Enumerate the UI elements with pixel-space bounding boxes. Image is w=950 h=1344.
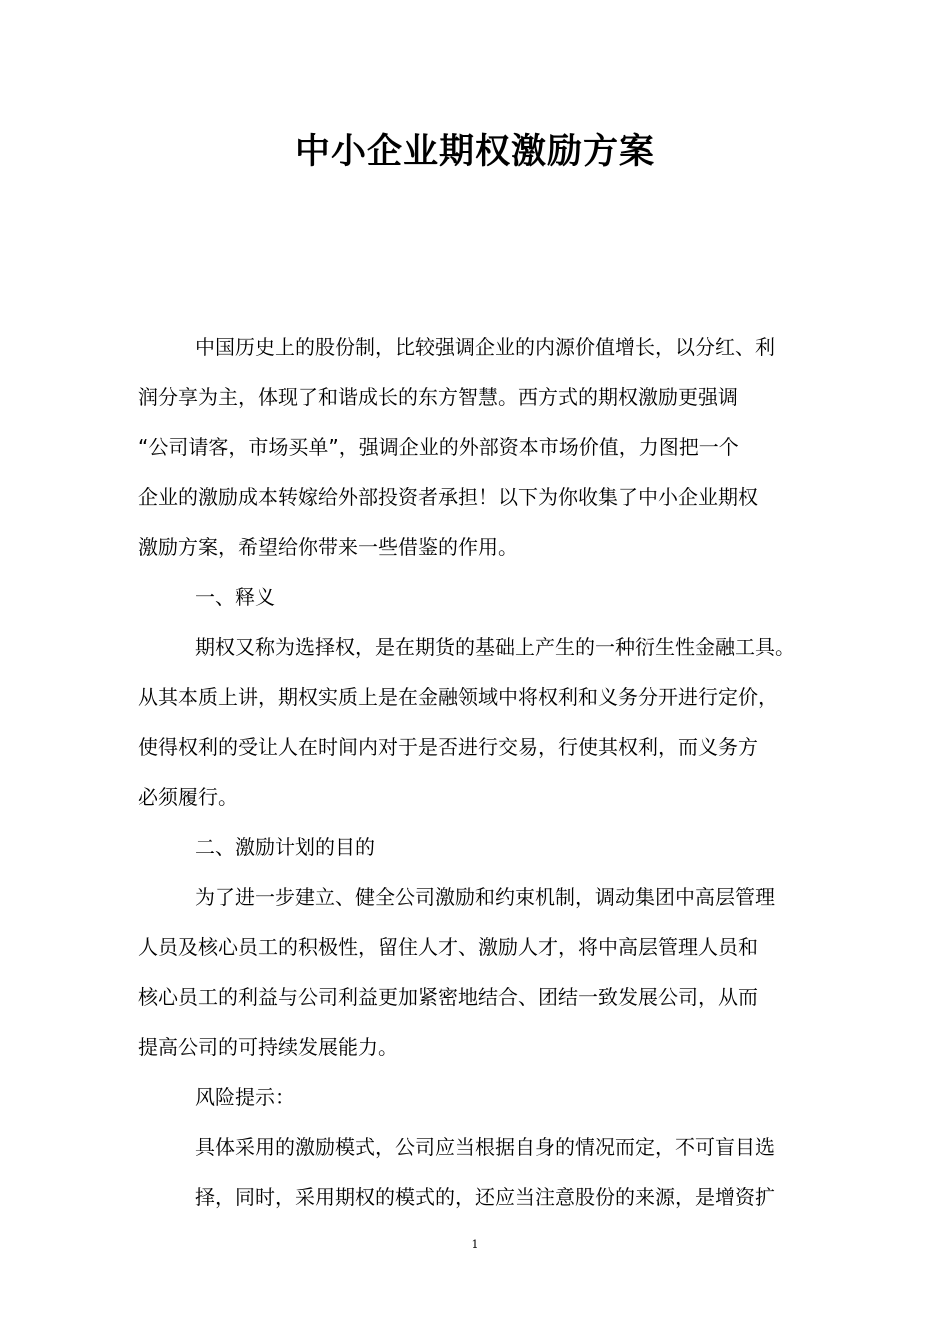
section-heading: 一、释义 <box>195 585 275 609</box>
page-number: 1 <box>471 1238 479 1251</box>
text-line: 人员及核心员工的积极性，留住人才、激励人才，将中高层管理人员和 <box>138 935 758 959</box>
text-line: 核心员工的利益与公司利益更加紧密地结合、团结一致发展公司，从而 <box>138 985 758 1009</box>
text-line: 企业的激励成本转嫁给外部投资者承担！以下为你收集了中小企业期权 <box>138 485 758 509</box>
text-line: 期权又称为选择权，是在期货的基础上产生的一种衍生性金融工具。 <box>195 635 795 659</box>
section-heading: 二、激励计划的目的 <box>195 835 375 859</box>
text-line: 为了进一步建立、健全公司激励和约束机制，调动集团中高层管理 <box>195 885 775 909</box>
text-line: 具体采用的激励模式，公司应当根据自身的情况而定，不可盲目选 <box>195 1135 775 1159</box>
section-heading: 风险提示： <box>195 1085 295 1109</box>
text-line: 激励方案，希望给你带来一些借鉴的作用。 <box>138 535 518 559</box>
text-line: 提高公司的可持续发展能力。 <box>138 1035 398 1059</box>
text-line: 润分享为主，体现了和谐成长的东方智慧。西方式的期权激励更强调 <box>138 385 738 409</box>
text-line: 从其本质上讲，期权实质上是在金融领域中将权利和义务分开进行定价， <box>138 685 778 709</box>
text-line: 使得权利的受让人在时间内对于是否进行交易，行使其权利，而义务方 <box>138 735 758 759</box>
text-line: 中国历史上的股份制，比较强调企业的内源价值增长，以分红、利 <box>195 335 775 359</box>
page-title: 中小企业期权激励方案 <box>294 132 655 173</box>
text-line: 择，同时，采用期权的模式的，还应当注意股份的来源，是增资扩 <box>195 1185 775 1209</box>
text-line: 必须履行。 <box>138 785 238 809</box>
text-line: “公司请客，市场买单”，强调企业的外部资本市场价值，力图把一个 <box>138 435 739 459</box>
